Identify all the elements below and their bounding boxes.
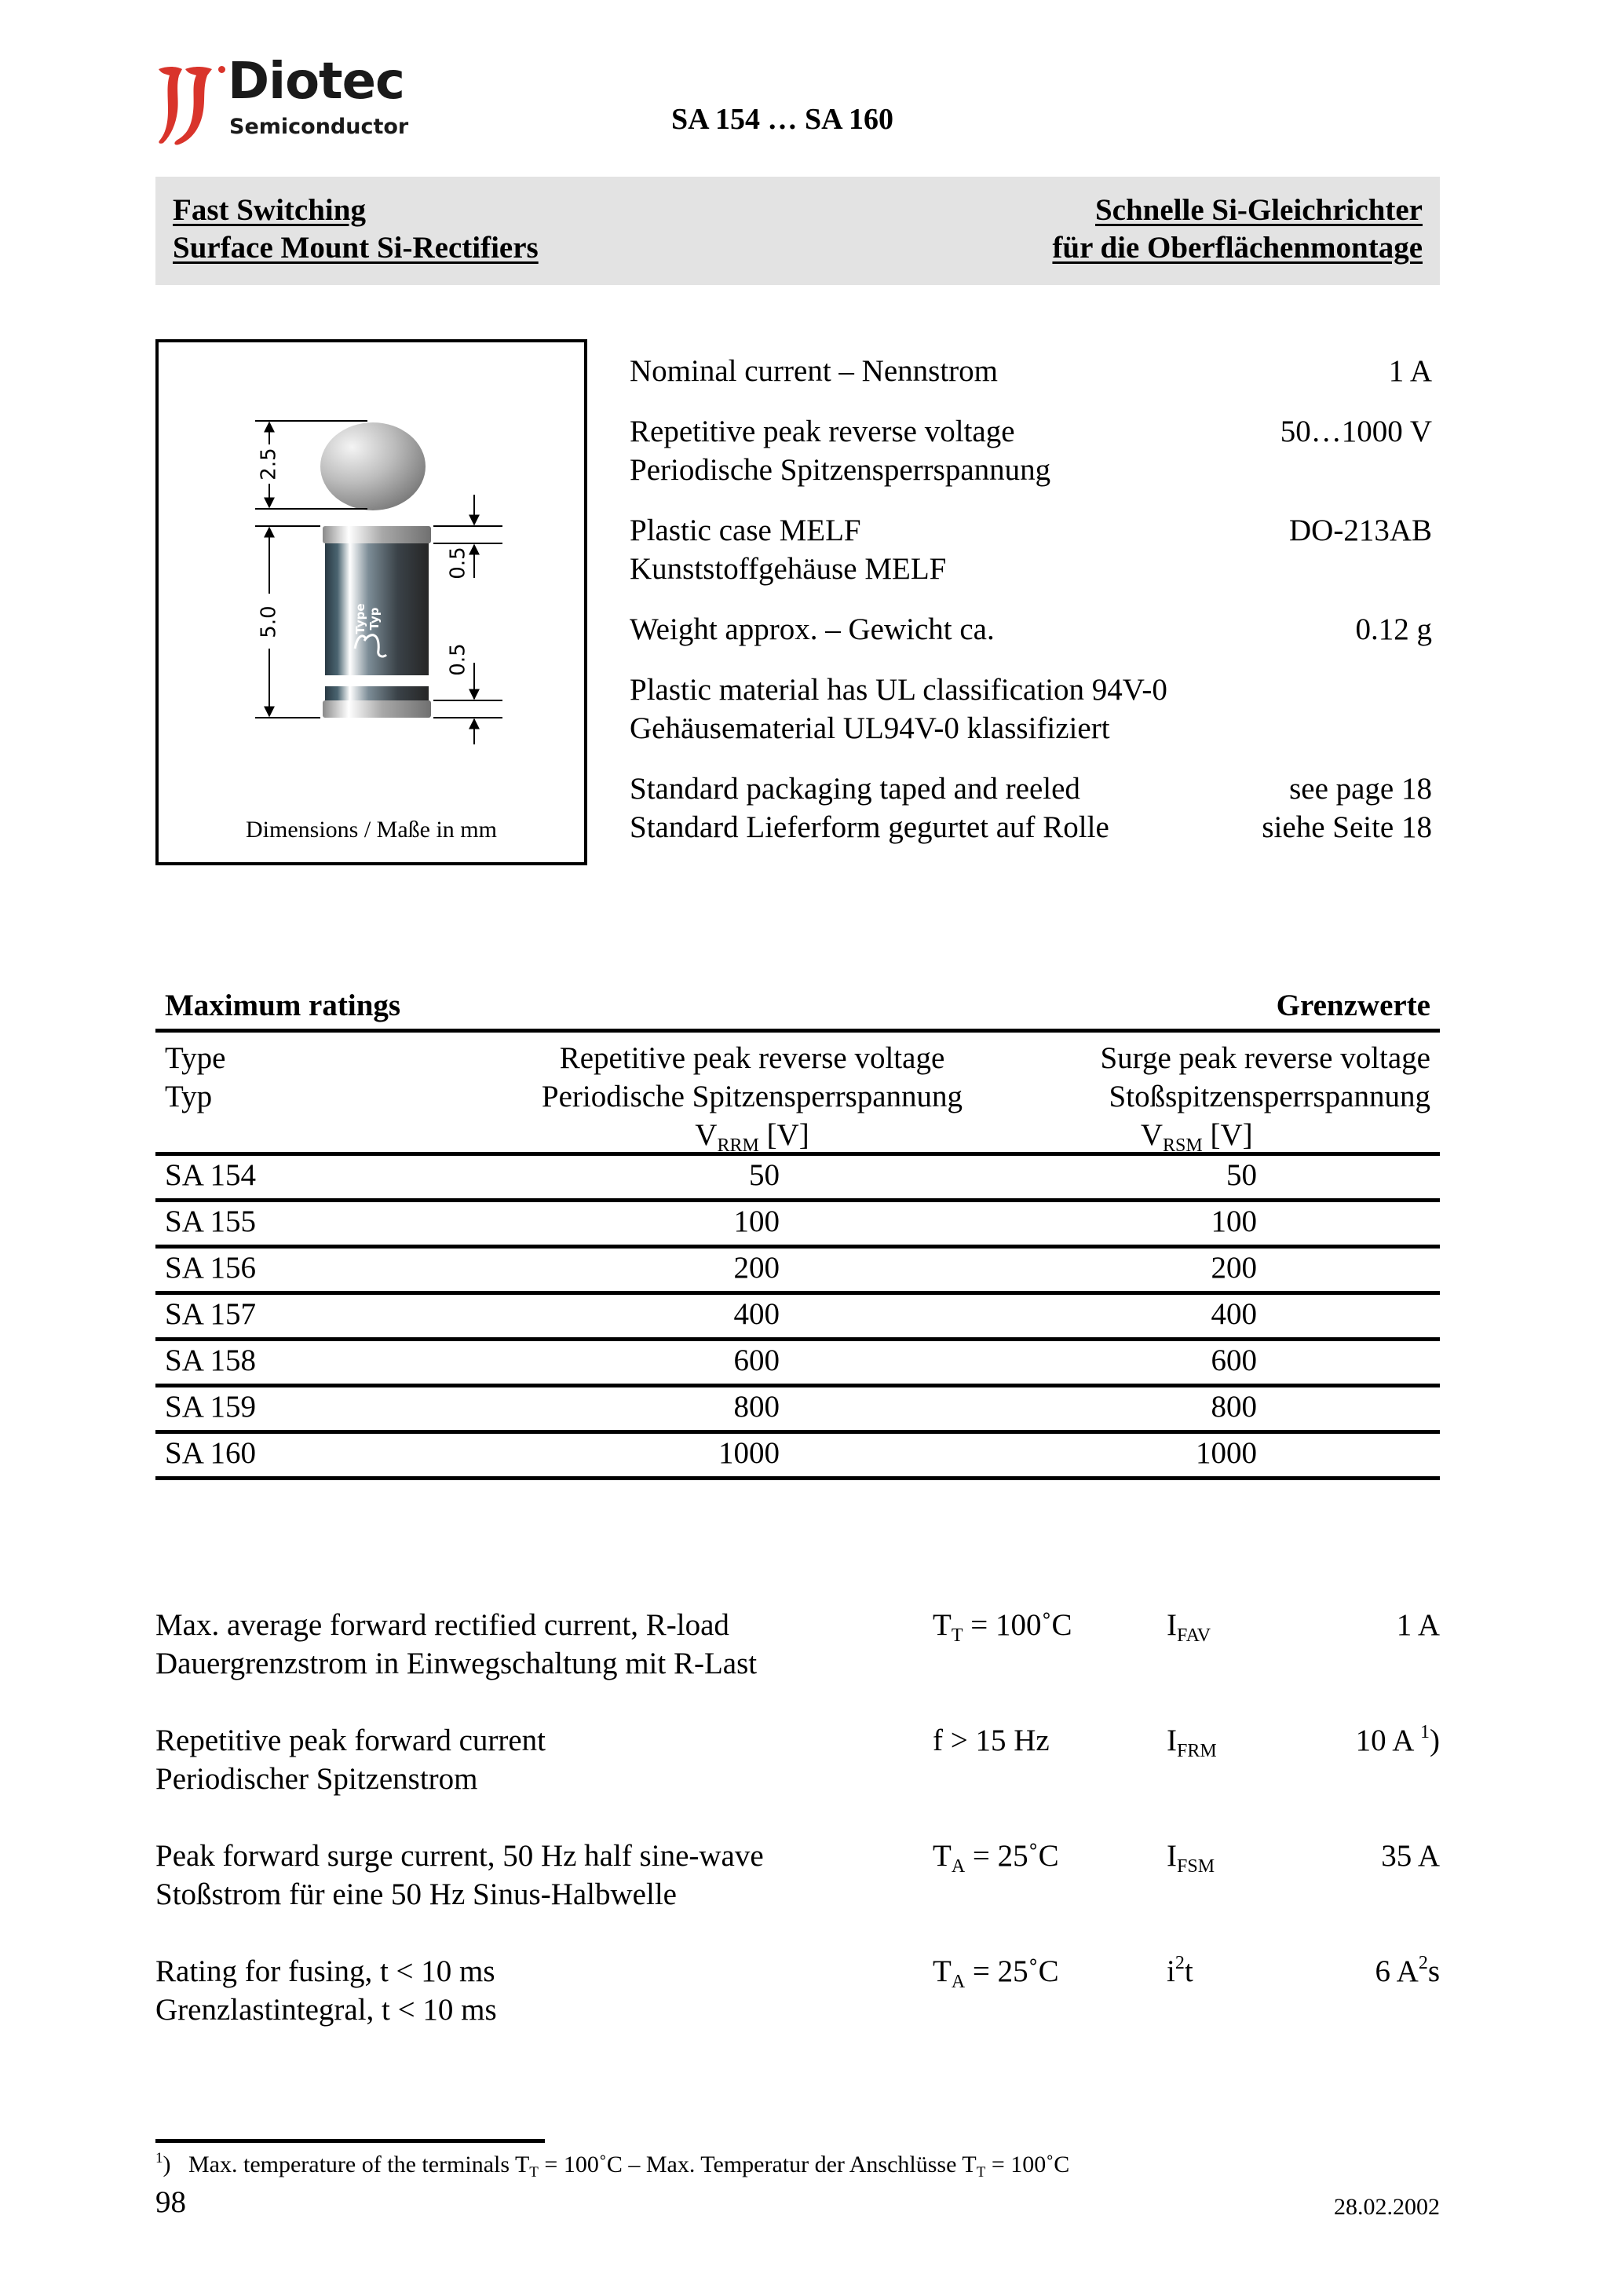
col-vrrm-en: Repetitive peak reverse voltage (559, 1041, 945, 1075)
param-value: 1 A (1396, 1608, 1440, 1642)
cell-type: SA 154 (165, 1158, 256, 1192)
cell-type: SA 159 (165, 1390, 256, 1424)
spec-label-de: Standard Lieferform gegurtet auf Rolle (630, 810, 1109, 844)
footnote-rule (155, 2139, 545, 2143)
param-condition: f > 15 Hz (933, 1724, 1050, 1757)
table-row (155, 1387, 1440, 1430)
param-label-en: Max. average forward rectified current, R-load (155, 1608, 729, 1642)
cell-vrrm: 100 (733, 1205, 780, 1238)
cell-vrrm: 50 (749, 1158, 780, 1192)
logo-wordmark: Diotec (228, 53, 404, 111)
maximum-ratings-table (155, 988, 1440, 1480)
cell-vrsm: 200 (1211, 1251, 1257, 1285)
col-type-de: Typ (165, 1080, 213, 1113)
param-symbol: $I_{FRM}$ (1167, 1724, 1217, 1761)
melf-package-drawing-icon (159, 342, 584, 862)
spec-label-de: Periodische Spitzensperrspannung (630, 453, 1051, 487)
key-specs (630, 352, 1432, 868)
spec-label-de: Gehäusematerial UL94V-0 klassifiziert (630, 711, 1110, 745)
col-vrsm-unit: $V_{RSM}$ [V] (1140, 1118, 1253, 1156)
spec-label-en: Standard packaging taped and reeled (630, 772, 1080, 806)
logo-subtitle: Semiconductor (229, 115, 409, 139)
cell-vrsm: 100 (1211, 1205, 1257, 1238)
document-date: 28.02.2002 (1334, 2194, 1440, 2220)
spec-value: DO-213AB (1289, 514, 1432, 547)
table-row (155, 1295, 1440, 1337)
param-value: 10 A $^1$) (1355, 1722, 1440, 1757)
param-average-forward-current (155, 1606, 1440, 1721)
col-vrrm (524, 1039, 980, 1154)
param-label-de: Grenzlastintegral, t < 10 ms (155, 1993, 497, 2027)
param-label-en: Repetitive peak forward current (155, 1724, 546, 1757)
svg-text:Typ: Typ (367, 607, 382, 631)
cell-type: SA 155 (165, 1205, 256, 1238)
param-value: 35 A (1381, 1839, 1440, 1873)
cell-type: SA 156 (165, 1251, 256, 1285)
param-label-de: Periodischer Spitzenstrom (155, 1762, 478, 1796)
document-title: SA 154 … SA 160 (671, 103, 893, 136)
cell-vrrm: 600 (733, 1344, 780, 1377)
cell-vrsm: 400 (1211, 1297, 1257, 1331)
col-vrsm (1100, 1039, 1430, 1154)
spec-value: 50…1000 V (1280, 415, 1432, 448)
ratings-title-en: Maximum ratings (165, 989, 401, 1022)
diotec-logo-mark-icon (155, 64, 218, 146)
spec-page-link-en: see page 18 (1289, 772, 1432, 806)
spec-label-de: Kunststoffgehäuse MELF (630, 552, 947, 586)
title-de-line1: Schnelle Si-Gleichrichter (1094, 193, 1423, 227)
diotec-logo (155, 53, 438, 149)
cell-vrsm: 50 (1226, 1158, 1257, 1192)
spec-label-en: Repetitive peak reverse voltage (630, 415, 1015, 448)
param-symbol: $i^2t$ (1167, 1953, 1193, 1988)
param-condition: $T_A$ = 25˚C (933, 1954, 1059, 1992)
spec-page-link-de: siehe Seite 18 (1262, 810, 1432, 844)
col-vrrm-unit: $V_{RRM}$ [V] (695, 1118, 809, 1156)
col-vrrm-de: Periodische Spitzensperrspannung (541, 1080, 963, 1113)
svg-text:5.0: 5.0 (257, 605, 281, 638)
spec-reverse-voltage (630, 412, 1432, 489)
col-vrsm-de: Stoßspitzensperrspannung (1109, 1080, 1430, 1113)
title-banner (155, 177, 1440, 285)
cell-vrrm: 1000 (718, 1436, 780, 1470)
param-label-en: Peak forward surge current, 50 Hz half sine-wave (155, 1839, 764, 1873)
svg-text:0.5: 0.5 (446, 643, 470, 676)
svg-text:0.5: 0.5 (446, 547, 470, 579)
cell-vrsm: 800 (1211, 1390, 1257, 1424)
svg-text:Type: Type (353, 603, 367, 634)
param-label-en: Rating for fusing, t < 10 ms (155, 1954, 495, 1988)
col-type-en: Type (165, 1041, 226, 1075)
cell-type: SA 160 (165, 1436, 256, 1470)
param-rating-for-fusing (155, 1952, 1440, 2067)
param-symbol: $I_{FAV}$ (1167, 1608, 1211, 1646)
param-condition: $T_T$ = 100˚C (933, 1608, 1072, 1646)
param-value: 6 $A^2s$ (1375, 1953, 1440, 1988)
param-symbol: $I_{FSM}$ (1167, 1839, 1215, 1877)
spec-label-en: Plastic case MELF (630, 514, 861, 547)
footnote: $^1$) Max. temperature of the terminals $T_T$ = 100˚C – Max. Temperatur der Anschlüsse $T_T$ = 100˚C (155, 2150, 1070, 2181)
table-rule (155, 1476, 1440, 1480)
cell-vrsm: 600 (1211, 1344, 1257, 1377)
spec-weight (630, 610, 1432, 649)
cell-vrsm: 1000 (1196, 1436, 1257, 1470)
param-repetitive-peak-forward-current (155, 1721, 1440, 1837)
title-en-line2: Surface Mount Si-Rectifiers (173, 231, 539, 265)
table-header (155, 1033, 1440, 1156)
cell-type: SA 157 (165, 1297, 256, 1331)
spec-label-en: Nominal current – Nennstrom (630, 354, 998, 388)
table-row (155, 1434, 1440, 1476)
spec-case (630, 511, 1432, 588)
param-label-de: Dauergrenzstrom in Einwegschaltung mit R-Last (155, 1647, 758, 1680)
spec-nominal-current (630, 352, 1432, 390)
title-de-line2: für die Oberflächenmontage (1052, 231, 1423, 265)
spec-packaging (630, 770, 1432, 846)
spec-ul-classification (630, 671, 1432, 748)
spec-value: 0.12 g (1355, 612, 1432, 646)
electrical-parameters (155, 1606, 1440, 2067)
page-number: 98 (155, 2185, 186, 2219)
cell-vrrm: 400 (733, 1297, 780, 1331)
table-row (155, 1202, 1440, 1245)
table-row (155, 1156, 1440, 1198)
col-vrsm-en: Surge peak reverse voltage (1100, 1041, 1430, 1075)
table-row (155, 1341, 1440, 1384)
spec-label-en: Weight approx. – Gewicht ca. (630, 612, 995, 646)
cell-vrrm: 200 (733, 1251, 780, 1285)
diagram-caption: Dimensions / Maße in mm (246, 817, 497, 843)
ratings-heading (155, 988, 1440, 1029)
table-row (155, 1249, 1440, 1291)
package-dimension-diagram (155, 339, 587, 865)
spec-value: 1 A (1388, 354, 1432, 388)
ratings-title-de: Grenzwerte (1276, 989, 1430, 1022)
param-peak-surge-current (155, 1837, 1440, 1952)
svg-text:2.5: 2.5 (257, 448, 281, 481)
cell-vrrm: 800 (733, 1390, 780, 1424)
param-condition: $T_A$ = 25˚C (933, 1839, 1059, 1877)
col-type (165, 1039, 225, 1116)
cell-type: SA 158 (165, 1344, 256, 1377)
registered-mark-icon (218, 66, 225, 73)
title-en-line1: Fast Switching (173, 193, 366, 227)
spec-label-en: Plastic material has UL classification 94V-0 (630, 673, 1167, 707)
param-label-de: Stoßstrom für eine 50 Hz Sinus-Halbwelle (155, 1877, 677, 1911)
